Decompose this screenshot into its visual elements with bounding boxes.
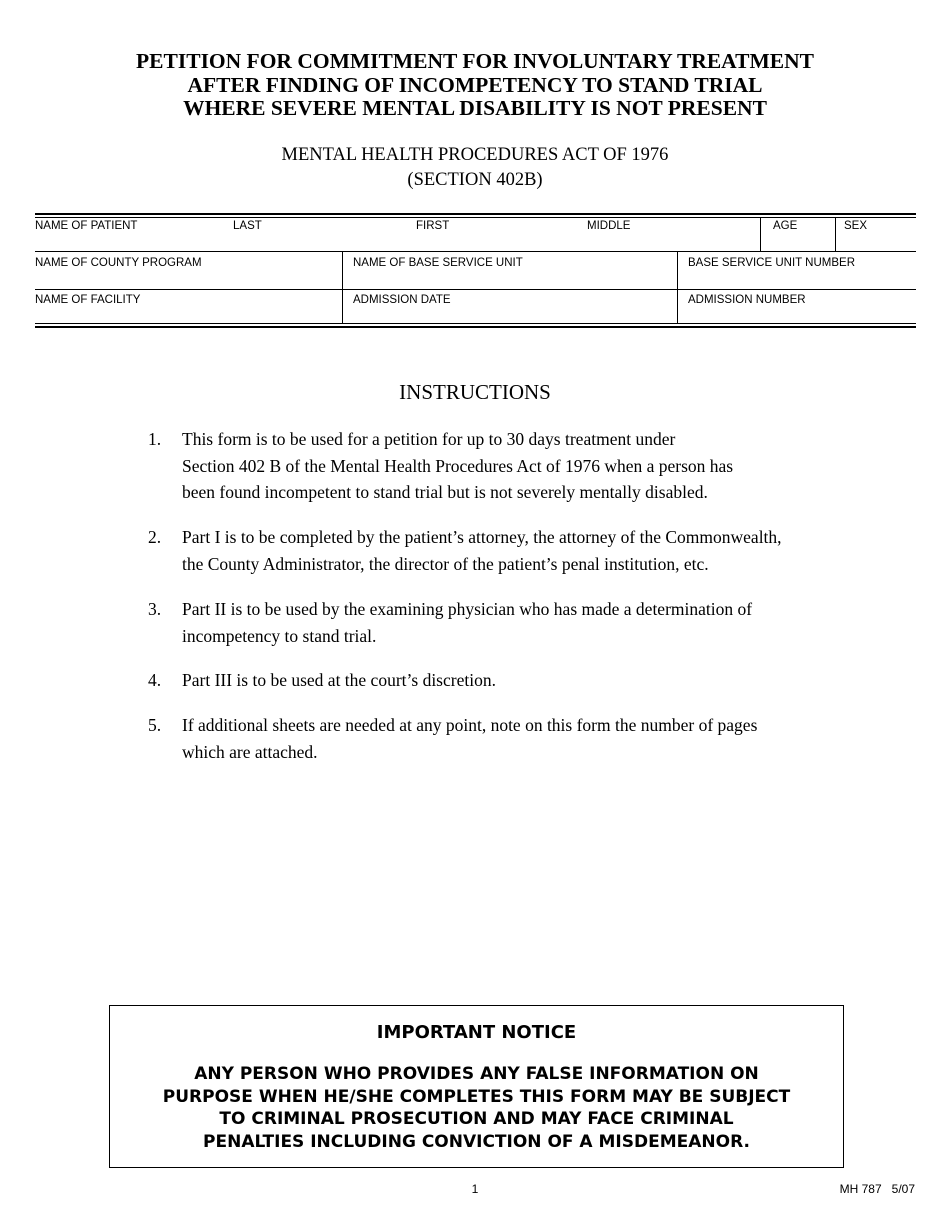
table-col-divider bbox=[760, 217, 761, 251]
instruction-text bbox=[182, 712, 862, 765]
county-program-field[interactable]: NAME OF COUNTY PROGRAM bbox=[35, 257, 202, 269]
instruction-line: If additional sheets are needed at any point, note on this form the number of pages bbox=[182, 715, 758, 735]
instruction-text bbox=[182, 524, 862, 577]
title-line: AFTER FINDING OF INCOMPETENCY TO STAND TRIAL bbox=[187, 72, 763, 97]
instruction-number: 5. bbox=[148, 715, 162, 735]
notice-line: PENALTIES INCLUDING CONVICTION OF A MISDEMEANOR. bbox=[203, 1131, 750, 1152]
instruction-line: Part III is to be used at the court’s discretion. bbox=[182, 670, 496, 690]
notice-line: TO CRIMINAL PROSECUTION AND MAY FACE CRIMINAL bbox=[219, 1109, 734, 1129]
middle-name-label: MIDDLE bbox=[587, 220, 631, 232]
title-line: WHERE SEVERE MENTAL DISABILITY IS NOT PRESENT bbox=[183, 96, 767, 120]
table-col-divider bbox=[677, 251, 678, 323]
admission-date-field[interactable]: ADMISSION DATE bbox=[353, 294, 451, 306]
table-bottom-rule-inner bbox=[35, 323, 916, 324]
table-row-divider bbox=[35, 251, 916, 252]
form-title bbox=[0, 50, 950, 121]
instruction-number: 3. bbox=[148, 599, 162, 619]
instruction-number: 2. bbox=[148, 527, 162, 547]
important-notice-box bbox=[109, 1005, 844, 1168]
notice-line: PURPOSE WHEN HE/SHE COMPLETES THIS FORM MAY BE SUBJECT bbox=[162, 1086, 791, 1107]
instruction-line: Part II is to be used by the examining physician who has made a determination of bbox=[182, 599, 753, 619]
instruction-line: Section 402 B of the Mental Health Procedures Act of 1976 when a person has bbox=[182, 455, 734, 476]
title-line: PETITION FOR COMMITMENT FOR INVOLUNTARY TREATMENT bbox=[136, 49, 814, 73]
base-service-unit-field[interactable]: NAME OF BASE SERVICE UNIT bbox=[353, 257, 523, 269]
form-code: MH 787 5/07 bbox=[839, 1182, 915, 1196]
subtitle-line: (SECTION 402B) bbox=[407, 170, 543, 190]
page-number: 1 bbox=[471, 1182, 479, 1196]
last-name-label: LAST bbox=[233, 220, 262, 232]
instruction-text bbox=[182, 667, 862, 694]
form-subtitle bbox=[0, 143, 950, 193]
patient-name-field[interactable]: NAME OF PATIENT bbox=[35, 220, 138, 232]
notice-title: IMPORTANT NOTICE bbox=[376, 1022, 577, 1043]
notice-text bbox=[110, 1063, 843, 1153]
notice-line: ANY PERSON WHO PROVIDES ANY FALSE INFORMATION ON bbox=[194, 1064, 759, 1084]
first-name-label: FIRST bbox=[416, 220, 450, 232]
bsu-number-field[interactable]: BASE SERVICE UNIT NUMBER bbox=[688, 257, 856, 269]
instruction-line: the County Administrator, the director of the patient’s penal institution, etc. bbox=[182, 553, 709, 574]
sex-field[interactable]: SEX bbox=[844, 220, 868, 232]
instructions-heading: INSTRUCTIONS bbox=[399, 380, 551, 404]
instruction-number: 1. bbox=[148, 429, 162, 449]
instruction-line: incompetency to stand trial. bbox=[182, 625, 377, 646]
facility-field[interactable]: NAME OF FACILITY bbox=[35, 294, 141, 306]
table-row-divider bbox=[35, 289, 916, 290]
subtitle-line: MENTAL HEALTH PROCEDURES ACT OF 1976 bbox=[281, 145, 669, 165]
admission-number-field[interactable]: ADMISSION NUMBER bbox=[688, 294, 806, 306]
table-col-divider bbox=[835, 217, 836, 251]
table-top-rule-inner bbox=[35, 217, 916, 218]
table-bottom-rule bbox=[35, 326, 916, 328]
instruction-text bbox=[182, 426, 862, 506]
table-col-divider bbox=[342, 251, 343, 323]
age-field[interactable]: AGE bbox=[773, 220, 798, 232]
instruction-number: 4. bbox=[148, 670, 162, 690]
instruction-line: This form is to be used for a petition for up to 30 days treatment under bbox=[182, 429, 676, 449]
table-top-rule bbox=[35, 213, 916, 215]
instruction-text bbox=[182, 596, 862, 649]
instruction-line: been found incompetent to stand trial but is not severely mentally disabled. bbox=[182, 482, 708, 502]
instruction-line: Part I is to be completed by the patient’s attorney, the attorney of the Commonwealth, bbox=[182, 527, 782, 547]
instruction-line: which are attached. bbox=[182, 741, 318, 762]
